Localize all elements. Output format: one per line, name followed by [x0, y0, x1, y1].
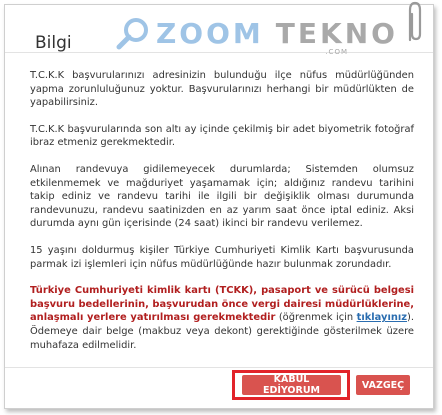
- watermark-tekno-text: TEKNO: [275, 17, 398, 50]
- receipt-note-text: ). Ödemeye dair belge (makbuz veya dekont) gerektiğinde gösterilmek üzere muhafaza edilmelidir.: [30, 312, 414, 351]
- info-paragraph-4: 15 yaşını doldurmuş kişiler Türkiye Cumhuriyeti Kimlik Kartı başvurusunda parmak izi işlemleri için nüfus müdürlüğünde hazır bulunmak zorundadır.: [30, 244, 414, 270]
- info-paragraph-3: Alınan randevuya gidilemeyecek durumlarda; Sistemden olumsuz etkilenmemek ve mağduriyet yaşamamak için; aldığınız randevu tarihini takip ediniz ve randevu tarihi ile ilgili bir değişiklik olması durumunda randevunuzu, randevu saatinizden en az yarım saat önce iptal ediniz. Aksi durumda aynı gün içerisinde (24 saat) ikinci bir randevu verilemez.: [30, 163, 414, 230]
- info-paragraph-2: T.C.K.K başvurularında son altı ay içinde çekilmiş bir adet biyometrik fotoğraf ibraz etmeniz gerekmektedir.: [30, 123, 414, 149]
- fee-warning-text: Türkiye Cumhuriyeti kimlik kartı (TCKK), pasaport ve sürücü belgesi başvuru bedellerinin, başvurudan önce vergi dairesi müdürlüklerine, anlaşmalı yerlere yatırılması gerekmektedir: [30, 285, 414, 324]
- accept-button[interactable]: KABUL EDİYORUM: [242, 375, 341, 395]
- cancel-button[interactable]: VAZGEÇ: [356, 375, 410, 395]
- learn-more-link[interactable]: tıklayınız: [356, 312, 407, 324]
- dialog-body: [30, 69, 414, 352]
- watermark-zoom-text: ZOOM: [156, 17, 264, 50]
- info-paragraph-5: [30, 284, 414, 352]
- watermark-com-text: .COM: [325, 48, 348, 56]
- info-paragraph-1: T.C.K.K başvurularınızı adresinizin bulunduğu ilçe nüfus müdürlüğünden yapma zorunluluğunuz yoktur. Başvurularınızı herhangi bir müdürlükten de yapabilirsiniz.: [30, 70, 414, 109]
- learn-more-prefix: (öğrenmek için: [275, 312, 357, 324]
- paperclip-icon: [402, 0, 428, 44]
- dialog-header: [5, 5, 433, 53]
- dialog-title: Bilgi: [35, 33, 72, 53]
